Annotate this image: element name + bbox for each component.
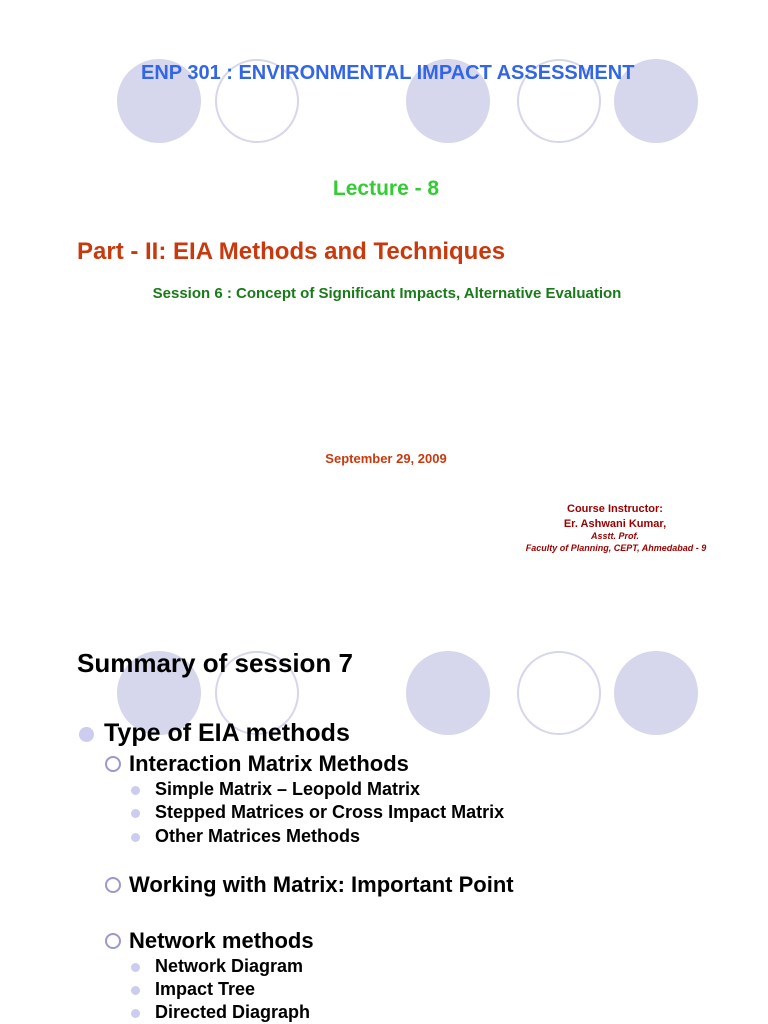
bullet-level2: Network methods [129,928,314,953]
part-title: Part - II: EIA Methods and Techniques [77,238,506,265]
decor-circle-filled [406,651,490,735]
bullet-level3: Directed Diagraph [155,1002,311,1022]
instructor-affiliation: Faculty of Planning, CEPT, Ahmedabad - 9 [525,543,707,553]
bullet-dot-icon [131,786,140,795]
bullet-level2: Interaction Matrix Methods [129,751,409,776]
bullet-level2: Working with Matrix: Important Point [129,872,514,897]
bullet-ring-icon [105,877,121,893]
bullet-level1: Type of EIA methods [104,719,350,747]
bullet-dot-icon [131,1009,140,1018]
decor-circle-outline [517,651,601,735]
bullet-dot-icon [131,809,140,818]
bullet-dot-icon [131,986,140,995]
bullet-dot-icon [131,963,140,972]
bullet-ring-icon [105,933,121,949]
course-title: ENP 301 : ENVIRONMENTAL IMPACT ASSESSMENT [141,62,635,84]
lecture-number: Lecture - 8 [332,177,440,200]
instructor-role: Asstt. Prof. [590,531,639,541]
bullet-dot-icon [131,833,140,842]
bullet-level3: Network Diagram [155,956,304,976]
bullet-level3: Simple Matrix – Leopold Matrix [155,779,421,799]
slide-summary [0,612,768,1024]
instructor-name: Er. Ashwani Kumar, [563,518,667,530]
session-title: Session 6 : Concept of Significant Impacts, Alternative Evaluation [152,285,622,302]
bullet-dot-icon [79,727,94,742]
bullet-ring-icon [105,756,121,772]
decor-circle-filled [614,651,698,735]
bullet-level3: Other Matrices Methods [155,826,361,846]
lecture-date: September 29, 2009 [325,451,447,466]
summary-title: Summary of session 7 [77,648,353,678]
bullet-level3: Impact Tree [155,979,256,999]
instructor-label: Course Instructor: [567,503,663,515]
bullet-level3: Stepped Matrices or Cross Impact Matrix [155,802,505,822]
